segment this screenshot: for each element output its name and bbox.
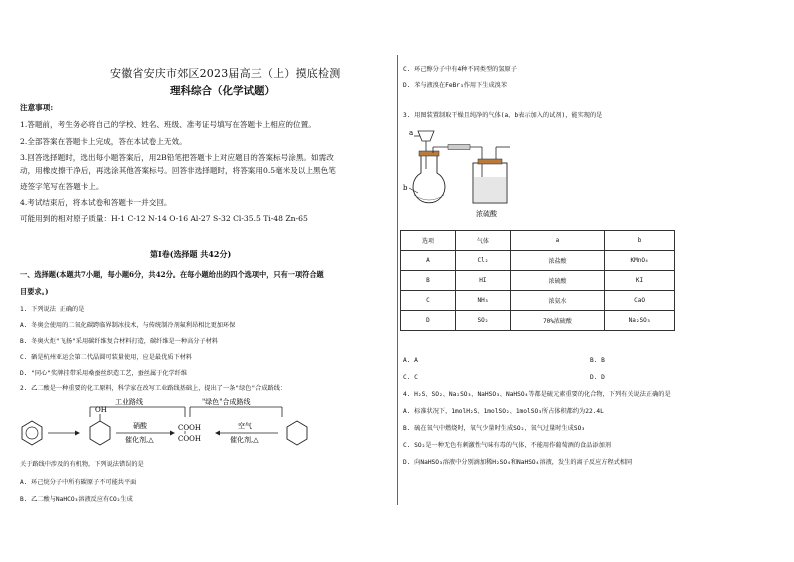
notice-item: 动，用橡皮擦干净后，再选涂其他答案标号。回答非选择题时，将答案用0.5毫米及以上黑色笔	[20, 166, 336, 175]
table-cell: 70%浓硫酸	[510, 311, 604, 331]
green-route-label: "绿色"合成路线	[202, 398, 251, 406]
table-cell: KI	[605, 271, 675, 291]
synthesis-route-diagram	[20, 397, 320, 459]
question-1-stem: 1. 下列说法 正确的是	[20, 306, 85, 313]
notice-heading: 注意事项:	[20, 103, 54, 112]
table-header-cell: b	[605, 231, 675, 251]
nitric-acid-condition: 硝酸	[133, 422, 147, 430]
question-4-option-d: D. 向NaHSO₃溶液中分别滴加稀H₂SO₄和NaHSO₄溶液，发生的离子反应方程式相同	[403, 459, 633, 466]
catalyst-condition-2: 催化剂,△	[230, 436, 259, 444]
round-bottom-flask	[413, 151, 445, 203]
question-3-answer-a: A. A	[403, 357, 418, 364]
dropping-funnel	[414, 131, 434, 169]
conc-sulfuric-acid-label: 浓硫酸	[476, 210, 497, 218]
gas-apparatus-diagram	[400, 125, 530, 220]
cooh-top: COOH	[178, 424, 201, 432]
question-3-answer-b: B. B	[590, 357, 605, 364]
reagent-a-label: a	[409, 129, 414, 137]
page-title: 安徽省安庆市郊区2023届高三（上）摸底检测	[110, 67, 341, 80]
table-header-cell: a	[510, 231, 604, 251]
question-1-option-b: B. 冬奥火炬"飞扬"采用碳纤维复合材料打造，碳纤维是一种高分子材料	[20, 338, 219, 345]
table-cell: CaO	[605, 291, 675, 311]
reaction-arrow-3	[215, 431, 278, 436]
column-divider	[397, 55, 398, 505]
question-2-option-b: B. 乙二酸与NaHCO₃溶液反应有CO₂生成	[20, 496, 133, 503]
section-title: 第Ⅰ卷(选择题 共42分)	[150, 249, 232, 259]
table-header-row	[401, 231, 675, 251]
table-cell: KMnO₄	[605, 251, 675, 271]
notice-item: 1.答题前，考生务必将自己的学校、姓名、班级、准考证号填写在答题卡上相应的位置。	[20, 120, 316, 129]
table-cell: SO₂	[455, 311, 510, 331]
table-header-cell: 选项	[401, 231, 456, 251]
oh-label: OH	[95, 406, 107, 414]
air-condition: 空气	[238, 422, 252, 430]
table-row	[401, 291, 675, 311]
cooh-bottom: COOH	[178, 435, 201, 443]
question-4-option-a: A. 标准状况下，1molH₂S、1molSO₂、1molSO₃所占体积都约为22.4L	[403, 408, 604, 415]
notice-item: 4.考试结束后，将本试卷和答题卡一并交回。	[20, 198, 172, 207]
table-cell: 浓盐酸	[510, 251, 604, 271]
industrial-route-label: 工业路线	[115, 398, 143, 406]
question-2-prompt: 关于路线中涉及的有机物，下列说法错误的是	[20, 461, 144, 468]
table-cell: Cl₂	[455, 251, 510, 271]
table-cell: HI	[455, 271, 510, 291]
section-intro: 一、选择题(本题共7小题，每小题6分，共42分。在每小题给出的四个选项中，只有一项符合题	[20, 270, 324, 279]
cyclohexane-structure	[287, 421, 307, 445]
question-2-stem: 2. 乙二酸是一种重要的化工原料，科学家在改写工业路线基础上，提出了一条"绿色"合成路线：	[20, 385, 287, 392]
table-cell: 浓硫酸	[510, 271, 604, 291]
notice-item: 3.回答选择题时，选出每小题答案后，用2B铅笔把答题卡上对应题目的答案标号涂黑。如需改	[20, 153, 334, 162]
question-3-answer-d: D. D	[590, 374, 605, 381]
table-header-cell: 气体	[455, 231, 510, 251]
table-cell: A	[401, 251, 456, 271]
question-4-stem: 4. H₂S、SO₂、Na₂SO₃、NaHSO₃、NaHSO₄等都是硫元素重要的化合物，下列有关说法正确的是	[403, 391, 671, 398]
table-row	[401, 311, 675, 331]
reaction-arrow-1	[48, 431, 80, 436]
table-row	[401, 271, 675, 291]
gas-wash-bottle	[473, 147, 510, 203]
question-1-option-c: C. 硒是杭州亚运会第二代晶圆可装量使用，应是最优质下材料	[20, 354, 193, 361]
question-2-option-a: A. 环己烷分子中所有碳原子不可能共平面	[20, 479, 137, 486]
question-4-option-b: B. 硫在氧气中燃烧时，氧气少量时生成SO₂，氧气过量时生成SO₃	[403, 425, 586, 432]
reagent-b-label: b	[403, 184, 408, 192]
table-cell: Na₂SO₃	[605, 311, 675, 331]
atomic-masses: 可能用到的相对原子质量：H-1 C-12 N-14 O-16 Al-27 S-32 Cl-35.5 Ti-48 Zn-65	[20, 214, 308, 223]
table-cell: B	[401, 271, 456, 291]
table-row	[401, 251, 675, 271]
question-2-option-d: D. 苯与液溴在FeBr₃作用下生成溴苯	[403, 82, 508, 89]
benzene-structure	[22, 421, 42, 445]
question-4-option-c: C. SO₂是一种无色有刺激性气味有毒的气体，不能用作葡萄酒的食品添加剂	[403, 442, 611, 449]
table-cell: 浓氨水	[510, 291, 604, 311]
question-3-table	[400, 230, 675, 331]
page-subtitle: 理科综合（化学试题）	[170, 85, 275, 97]
table-cell: D	[401, 311, 456, 331]
reaction-arrow-2	[116, 431, 175, 436]
section-intro: 目要求。)	[20, 287, 49, 296]
table-cell: NH₃	[455, 291, 510, 311]
table-cell: C	[401, 291, 456, 311]
question-1-option-a: A. 冬奥会使用的二氧化碳跨临界制冰技术，与传统制冷剂氟利昂相比更加环保	[20, 322, 236, 329]
question-2-option-c: C. 环己醇分子中有4种不同类型的氢原子	[403, 66, 517, 73]
question-3-answer-c: C. C	[403, 374, 418, 381]
question-1-option-d: D. "同心"奖牌挂带采用桑蚕丝织造工艺，蚕丝属于化学纤维	[20, 370, 188, 377]
catalyst-condition-1: 催化剂,△	[125, 436, 154, 444]
notice-item: 2.全部答案在答题卡上完成，答在本试卷上无效。	[20, 137, 187, 146]
cyclohexanol-structure	[90, 414, 110, 445]
notice-item: 迹签字笔写在答题卡上。	[20, 182, 104, 191]
question-3-stem: 3. 用图装置制取干燥且纯净的气体(a、b表示加入的试剂)，能实现的是	[403, 112, 603, 119]
